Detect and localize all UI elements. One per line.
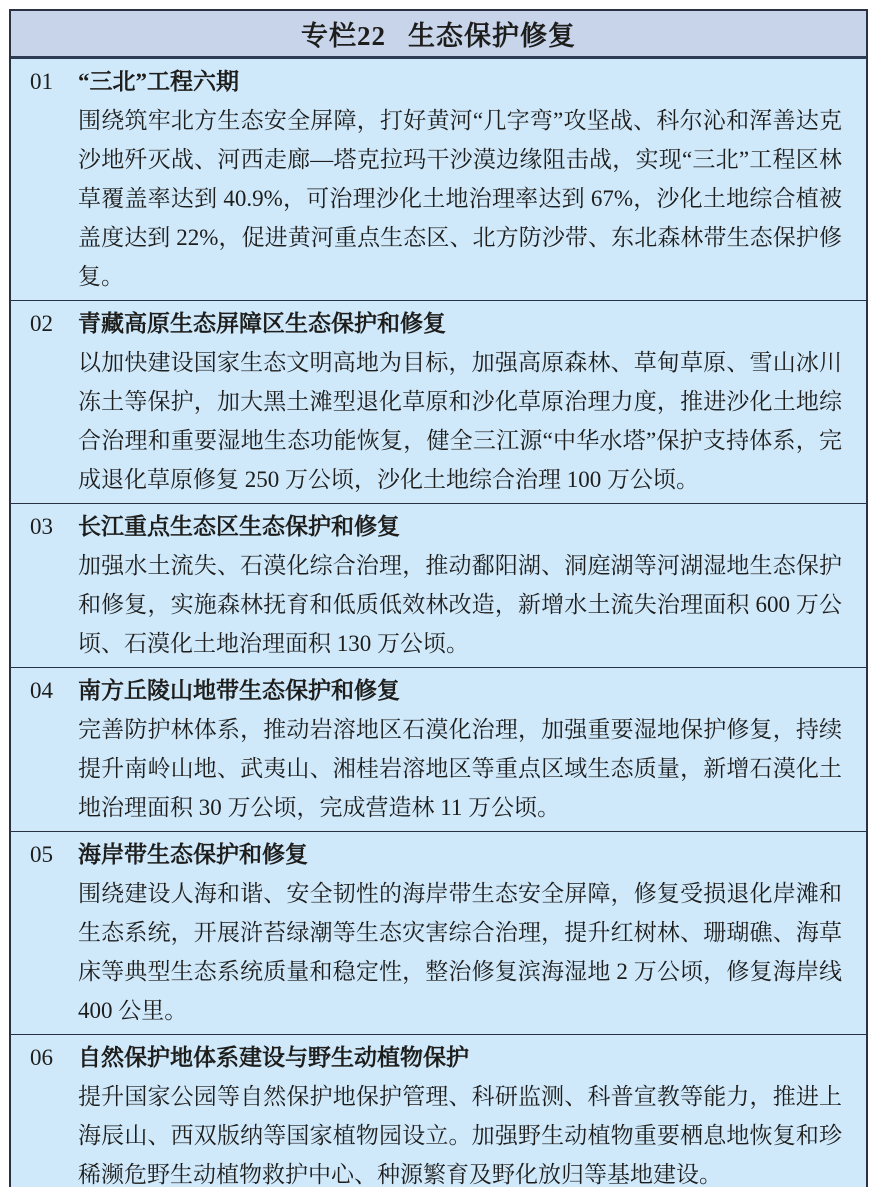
column-panel	[9, 9, 868, 1187]
section-row	[11, 668, 866, 832]
section-content	[78, 835, 866, 1030]
section-row	[11, 1035, 866, 1187]
section-number: 03	[30, 514, 53, 539]
panel-title-text: 生态保护修复	[408, 21, 576, 51]
section-body: 完善防护林体系，推动岩溶地区石漠化治理，加强重要湿地保护修复，持续提升南岭山地、武夷山、湘桂岩溶地区等重点区域生态质量，新增石漠化土地治理面积 30 万公顷，完成营造林 11 万公顷。	[78, 717, 842, 820]
section-title: “三北”工程六期	[78, 69, 239, 94]
section-body: 提升国家公园等自然保护地保护管理、科研监测、科普宣教等能力，推进上海辰山、西双版纳等国家植物园设立。加强野生动植物重要栖息地恢复和珍稀濒危野生动植物救护中心、种源繁育及野化放归等基地建设。	[78, 1084, 842, 1187]
section-number: 01	[30, 69, 53, 94]
section-content	[78, 1038, 866, 1187]
sections-list	[11, 59, 866, 1187]
section-body: 以加快建设国家生态文明高地为目标，加强高原森林、草甸草原、雪山冰川冻土等保护，加大黑土滩型退化草原和沙化草原治理力度，推进沙化土地综合治理和重要湿地生态功能恢复，健全三江源“中华水塔”保护支持体系，完成退化草原修复 250 万公顷，沙化土地综合治理 100 万公顷。	[78, 350, 842, 492]
section-number: 02	[30, 311, 53, 336]
section-row	[11, 832, 866, 1035]
section-title: 长江重点生态区生态保护和修复	[78, 514, 400, 539]
section-content	[78, 304, 866, 499]
section-row	[11, 504, 866, 668]
section-number: 04	[30, 678, 53, 703]
section-body: 围绕筑牢北方生态安全屏障，打好黄河“几字弯”攻坚战、科尔沁和浑善达克沙地歼灭战、河西走廊—塔克拉玛干沙漠边缘阻击战，实现“三北”工程区林草覆盖率达到 40.9%，可治理沙化土地治理率达到 67%，沙化土地综合植被盖度达到 22%，促进黄河重点生态区、北方防沙带、东北森林带生态保护修复。	[78, 108, 842, 289]
section-content	[78, 507, 866, 663]
section-content	[78, 671, 866, 827]
section-title: 海岸带生态保护和修复	[78, 842, 308, 867]
section-number: 06	[30, 1045, 53, 1070]
section-title: 青藏高原生态屏障区生态保护和修复	[78, 311, 446, 336]
section-row	[11, 301, 866, 504]
panel-header	[11, 11, 866, 59]
section-content	[78, 62, 866, 296]
section-title: 自然保护地体系建设与野生动植物保护	[78, 1045, 469, 1070]
panel-title	[301, 14, 576, 53]
section-title: 南方丘陵山地带生态保护和修复	[78, 678, 400, 703]
section-number: 05	[30, 842, 53, 867]
section-row	[11, 59, 866, 301]
section-body: 加强水土流失、石漠化综合治理，推动鄱阳湖、洞庭湖等河湖湿地生态保护和修复，实施森林抚育和低质低效林改造，新增水土流失治理面积 600 万公顷、石漠化土地治理面积 130 万公顷。	[78, 553, 842, 656]
section-body: 围绕建设人海和谐、安全韧性的海岸带生态安全屏障，修复受损退化岸滩和生态系统，开展浒苔绿潮等生态灾害综合治理，提升红树林、珊瑚礁、海草床等典型生态系统质量和稳定性，整治修复滨海湿地 2 万公顷，修复海岸线 400 公里。	[78, 881, 842, 1023]
panel-label: 专栏22	[301, 21, 386, 51]
